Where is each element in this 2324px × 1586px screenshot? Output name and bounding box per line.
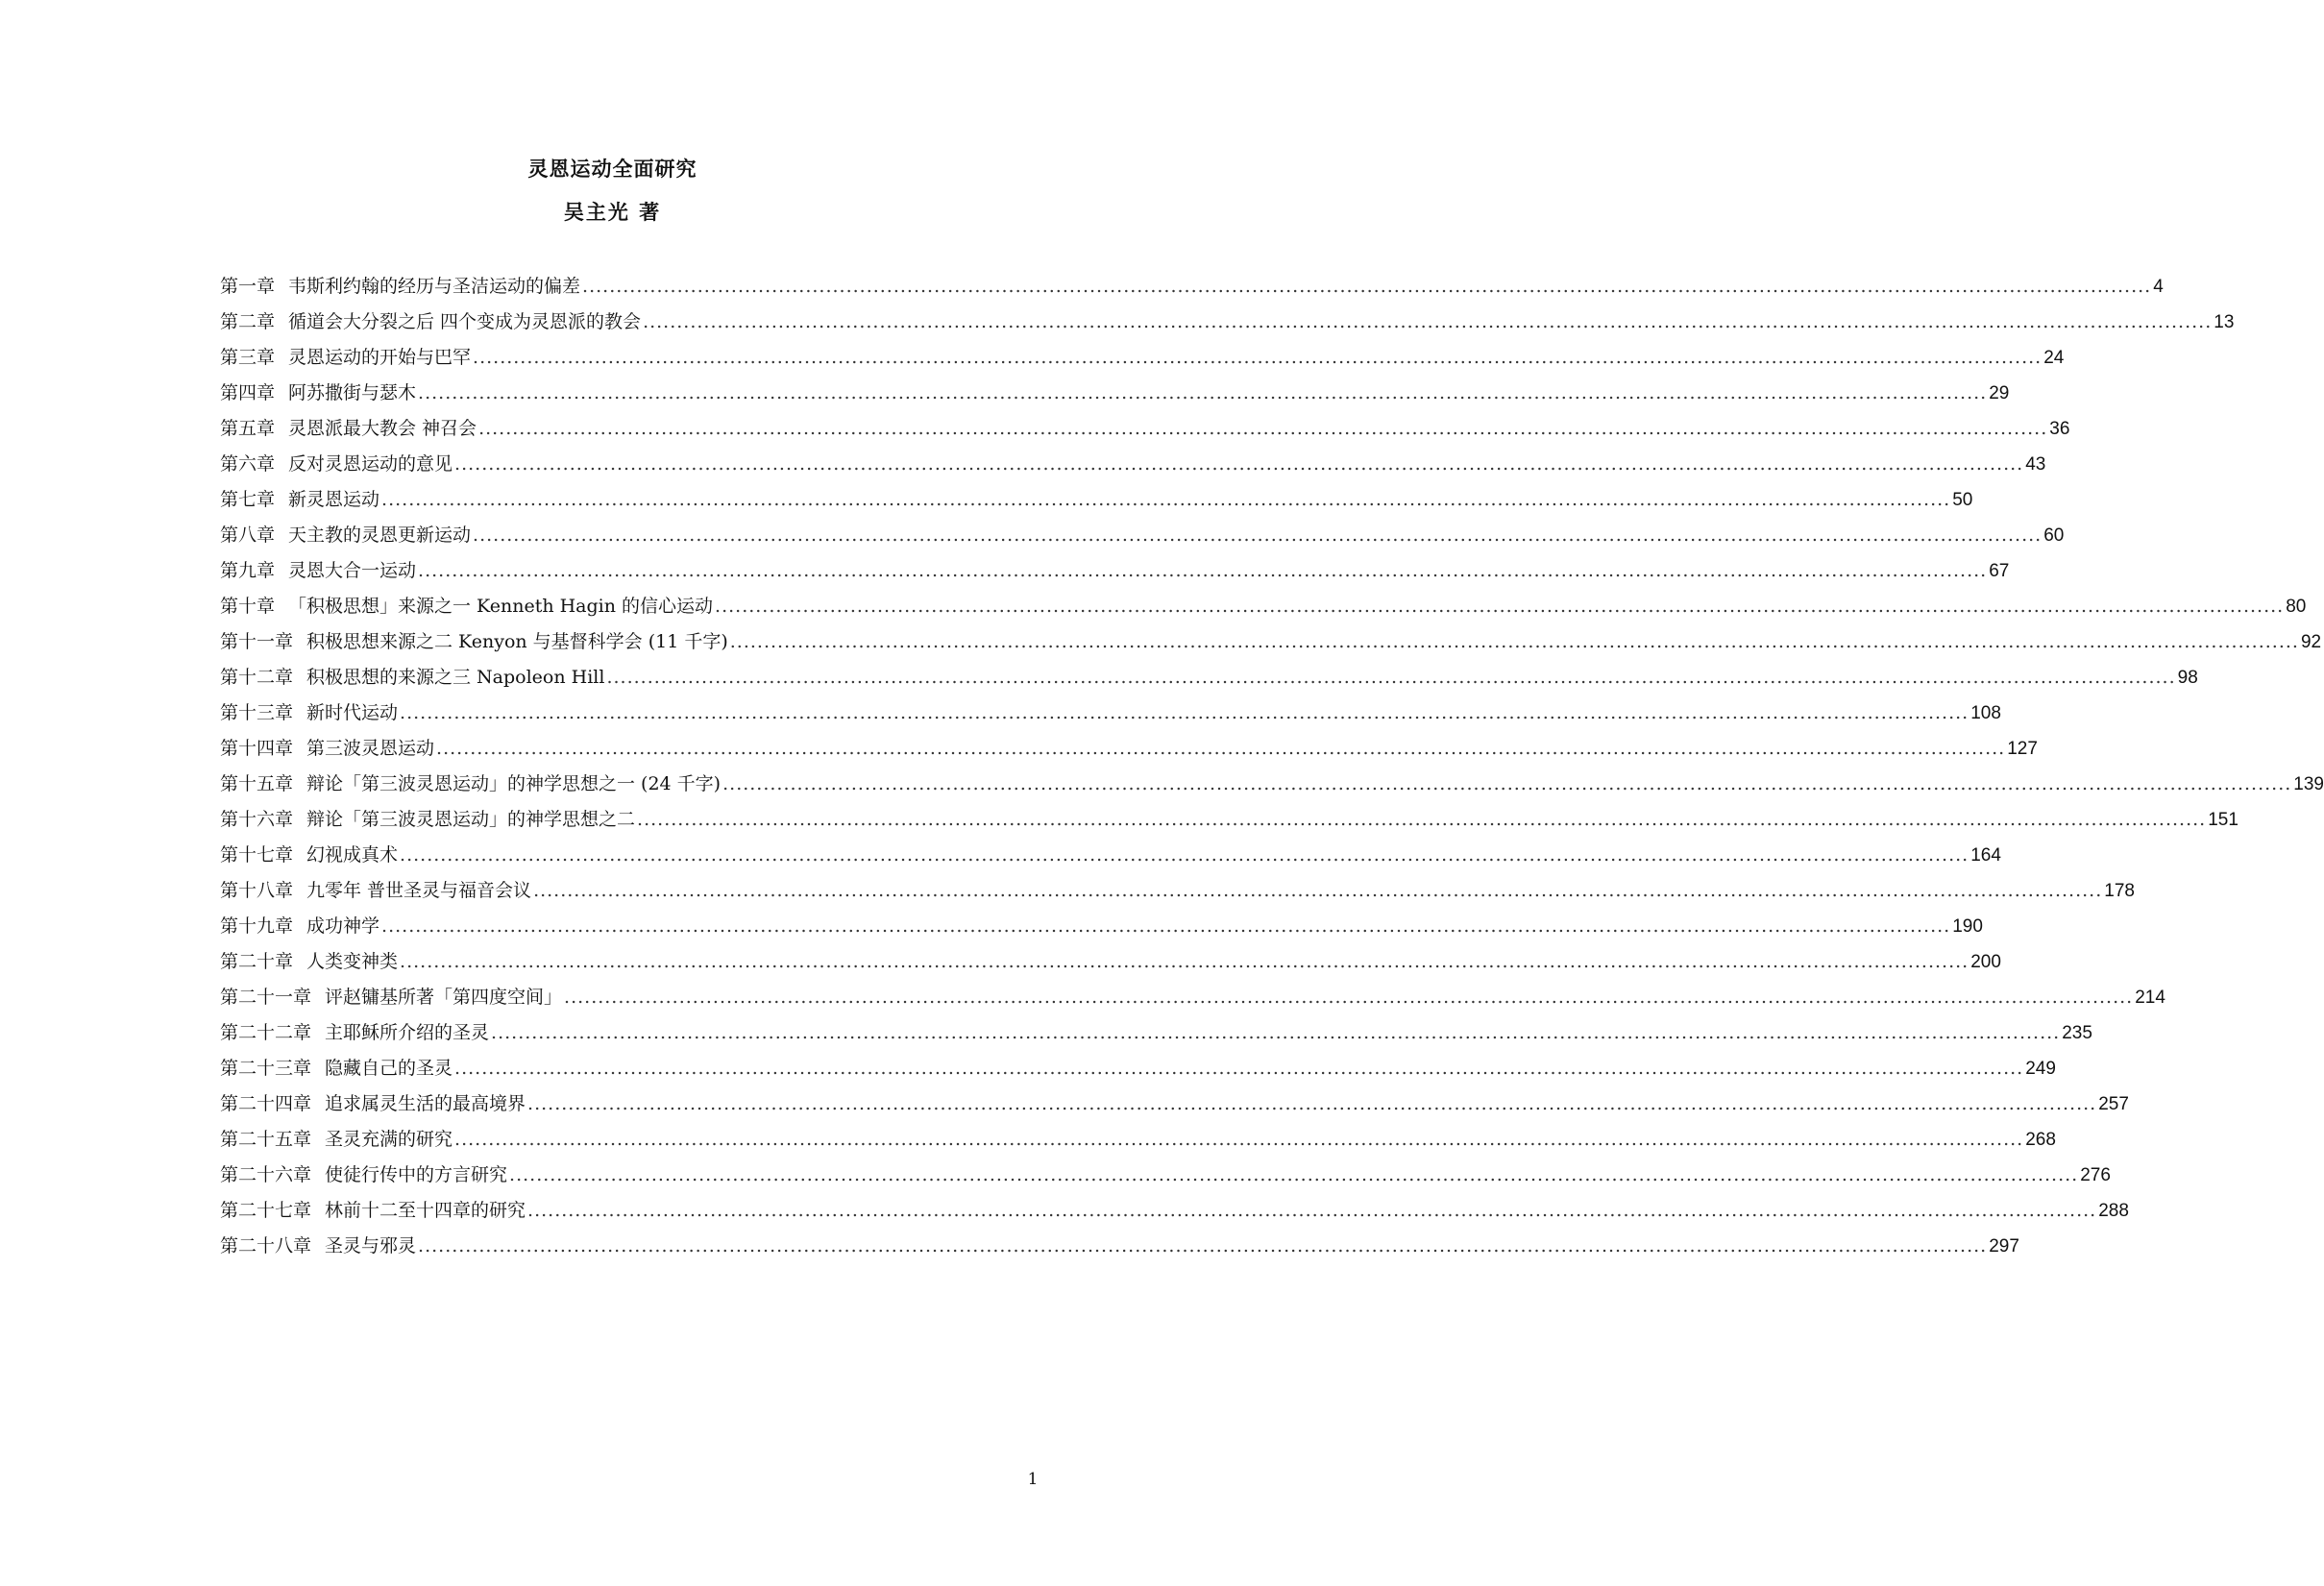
toc-page-number: 24	[2043, 348, 2065, 368]
toc-heading: 评赵镛基所著「第四度空间」	[325, 987, 563, 1008]
toc-dot-leader	[454, 1051, 2023, 1086]
toc-page-number: 29	[1989, 383, 2010, 403]
toc-page-number: 139	[2293, 774, 2324, 794]
toc-page-number: 108	[1970, 703, 2001, 723]
toc-dot-leader	[478, 411, 2047, 447]
toc-chapter-label: 第二十八章	[220, 1235, 312, 1257]
toc-chapter-label: 第六章	[220, 453, 276, 475]
toc-chapter-label: 第五章	[220, 418, 276, 439]
toc-entry[interactable]	[220, 1086, 2129, 1122]
toc-heading: 「积极思想」来源之一 Kenneth Hagin 的信心运动	[288, 596, 714, 617]
toc-dot-leader	[400, 944, 1969, 980]
toc-entry[interactable]	[220, 518, 2065, 553]
toc-entry[interactable]	[220, 1229, 2019, 1264]
toc-heading: 圣灵充满的研究	[325, 1129, 453, 1150]
toc-entry[interactable]	[220, 873, 2135, 909]
toc-page-number: 151	[2208, 810, 2238, 830]
toc-chapter-label: 第十九章	[220, 915, 294, 937]
toc-dot-leader	[400, 838, 1969, 873]
toc-entry[interactable]	[220, 1122, 2056, 1158]
toc-page-number: 276	[2080, 1165, 2111, 1185]
toc-dot-leader	[533, 873, 2102, 909]
toc-dot-leader	[527, 1086, 2096, 1122]
toc-entry[interactable]	[220, 660, 2198, 695]
toc-page-number: 127	[2007, 739, 2038, 759]
toc-chapter-label: 第二十二章	[220, 1022, 312, 1043]
toc-chapter-label: 第二十七章	[220, 1200, 312, 1221]
toc-dot-leader	[509, 1158, 2078, 1193]
toc-dot-leader	[527, 1193, 2096, 1229]
toc-entry[interactable]	[220, 767, 2324, 802]
toc-page-number: 249	[2025, 1059, 2056, 1079]
toc-page-number: 50	[1952, 490, 1973, 510]
toc-entry[interactable]	[220, 838, 2001, 873]
toc-page-number: 80	[2286, 597, 2307, 617]
toc-page-number: 60	[2043, 525, 2065, 546]
toc-heading: 第三波灵恩运动	[306, 738, 435, 759]
toc-page-number: 36	[2049, 419, 2070, 439]
document-title: 灵恩运动全面研究	[527, 157, 697, 181]
toc-entry[interactable]	[220, 695, 2001, 731]
toc-page-number: 214	[2135, 988, 2165, 1008]
toc-heading: 积极思想的来源之三 Napoleon Hill	[306, 667, 605, 688]
toc-heading: 灵恩派最大教会 神召会	[288, 418, 477, 439]
toc-entry[interactable]	[220, 589, 2307, 624]
toc-page-number: 13	[2214, 312, 2235, 332]
toc-page-number: 200	[1970, 952, 2001, 972]
toc-heading: 九零年 普世圣灵与福音会议	[306, 880, 532, 901]
toc-chapter-label: 第二十四章	[220, 1093, 312, 1114]
toc-page-number: 164	[1970, 845, 2001, 866]
toc-entry[interactable]	[220, 305, 2235, 340]
toc-heading: 幻视成真术	[306, 844, 399, 866]
toc-chapter-label: 第二十三章	[220, 1058, 312, 1079]
toc-entry[interactable]	[220, 269, 2164, 305]
toc-chapter-label: 第二十一章	[220, 987, 312, 1008]
toc-page-number: 98	[2177, 668, 2198, 688]
toc-heading: 积极思想来源之二 Kenyon 与基督科学会 (11 千字)	[306, 631, 728, 652]
toc-heading: 人类变神类	[306, 951, 399, 972]
toc-page-number: 178	[2104, 881, 2135, 901]
toc-heading: 成功神学	[306, 915, 380, 937]
toc-heading: 主耶稣所介绍的圣灵	[325, 1022, 490, 1043]
toc-heading: 圣灵与邪灵	[325, 1235, 417, 1257]
toc-entry[interactable]	[220, 553, 2010, 589]
toc-dot-leader	[418, 553, 1987, 589]
toc-heading: 辩论「第三波灵恩运动」的神学思想之一 (24 千字)	[306, 773, 722, 794]
toc-page-number: 268	[2025, 1130, 2056, 1150]
toc-heading: 追求属灵生活的最高境界	[325, 1093, 526, 1114]
document-author: 吴主光 著	[563, 200, 662, 224]
toc-entry[interactable]	[220, 376, 2010, 411]
toc-page-number: 43	[2025, 454, 2046, 475]
toc-entry[interactable]	[220, 944, 2001, 980]
toc-chapter-label: 第十八章	[220, 880, 294, 901]
toc-page-number: 4	[2153, 277, 2164, 297]
toc-dot-leader	[454, 1122, 2023, 1158]
toc-dot-leader	[564, 980, 2133, 1015]
toc-dot-leader	[473, 518, 2042, 553]
toc-entry[interactable]	[220, 980, 2165, 1015]
toc-chapter-label: 第四章	[220, 382, 276, 403]
toc-dot-leader	[436, 731, 2005, 767]
toc-entry[interactable]	[220, 340, 2065, 376]
toc-dot-leader	[381, 482, 1950, 518]
toc-chapter-label: 第二十六章	[220, 1164, 312, 1185]
toc-dot-leader	[454, 447, 2023, 482]
toc-chapter-label: 第十二章	[220, 667, 294, 688]
toc-entry[interactable]	[220, 1193, 2129, 1229]
toc-entry[interactable]	[220, 482, 1973, 518]
toc-chapter-label: 第十六章	[220, 809, 294, 830]
toc-page-number: 190	[1952, 916, 1983, 937]
toc-chapter-label: 第三章	[220, 347, 276, 368]
toc-heading: 阿苏撒街与瑟木	[288, 382, 417, 403]
table-of-contents	[220, 269, 2324, 1264]
toc-heading: 灵恩大合一运动	[288, 560, 417, 581]
toc-page-number: 92	[2300, 632, 2322, 652]
toc-chapter-label: 第十三章	[220, 702, 294, 723]
toc-chapter-label: 第七章	[220, 489, 276, 510]
toc-dot-leader	[418, 1229, 1987, 1264]
toc-dot-leader	[491, 1015, 2060, 1051]
toc-dot-leader	[473, 340, 2042, 376]
toc-chapter-label: 第二十章	[220, 951, 294, 972]
toc-heading: 韦斯利约翰的经历与圣洁运动的偏差	[288, 276, 581, 297]
toc-chapter-label: 第二十五章	[220, 1129, 312, 1150]
toc-entry[interactable]	[220, 1158, 2111, 1193]
toc-dot-leader	[606, 660, 2175, 695]
toc-chapter-label: 第八章	[220, 525, 276, 546]
toc-entry[interactable]	[220, 1015, 2092, 1051]
toc-dot-leader	[418, 376, 1987, 411]
toc-chapter-label: 第十四章	[220, 738, 294, 759]
toc-heading: 循道会大分裂之后 四个变成为灵恩派的教会	[288, 311, 642, 332]
toc-dot-leader	[400, 695, 1969, 731]
toc-dot-leader	[730, 624, 2299, 660]
toc-entry[interactable]	[220, 909, 1983, 944]
toc-heading: 林前十二至十四章的研究	[325, 1200, 526, 1221]
toc-chapter-label: 第十五章	[220, 773, 294, 794]
toc-entry[interactable]	[220, 802, 2238, 838]
toc-heading: 灵恩运动的开始与巴罕	[288, 347, 472, 368]
toc-heading: 使徒行传中的方言研究	[325, 1164, 508, 1185]
toc-page-number: 288	[2098, 1201, 2129, 1221]
toc-page-number: 67	[1989, 561, 2010, 581]
toc-chapter-label: 第九章	[220, 560, 276, 581]
toc-heading: 辩论「第三波灵恩运动」的神学思想之二	[306, 809, 636, 830]
toc-chapter-label: 第十章	[220, 596, 276, 617]
toc-dot-leader	[637, 802, 2206, 838]
toc-entry[interactable]	[220, 1051, 2056, 1086]
toc-dot-leader	[643, 305, 2212, 340]
toc-page-number: 257	[2098, 1094, 2129, 1114]
toc-chapter-label: 第二章	[220, 311, 276, 332]
toc-page-number: 297	[1989, 1236, 2019, 1257]
toc-heading: 隐藏自己的圣灵	[325, 1058, 453, 1079]
toc-chapter-label: 第十一章	[220, 631, 294, 652]
toc-heading: 反对灵恩运动的意见	[288, 453, 453, 475]
page-number: 1	[1027, 1470, 1039, 1489]
toc-page-number: 235	[2062, 1023, 2092, 1043]
toc-heading: 新时代运动	[306, 702, 399, 723]
toc-dot-leader	[381, 909, 1950, 944]
toc-chapter-label: 第一章	[220, 276, 276, 297]
toc-heading: 新灵恩运动	[288, 489, 380, 510]
toc-dot-leader	[582, 269, 2151, 305]
toc-entry[interactable]	[220, 447, 2046, 482]
toc-entry[interactable]	[220, 624, 2322, 660]
toc-entry[interactable]	[220, 411, 2070, 447]
toc-dot-leader	[722, 767, 2291, 802]
toc-chapter-label: 第十七章	[220, 844, 294, 866]
toc-entry[interactable]	[220, 731, 2038, 767]
toc-dot-leader	[715, 589, 2284, 624]
toc-heading: 天主教的灵恩更新运动	[288, 525, 472, 546]
